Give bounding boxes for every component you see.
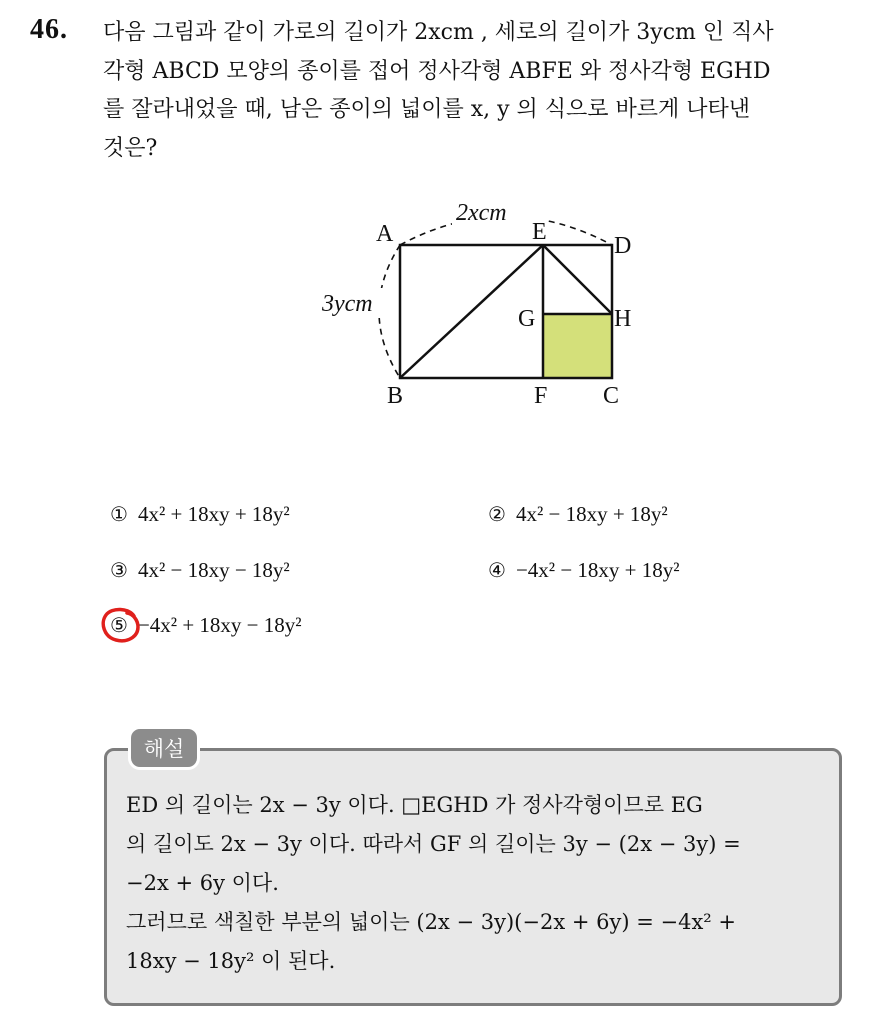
question-number: 46. xyxy=(30,14,68,45)
width-label: 2xcm xyxy=(456,200,507,226)
label-h: H xyxy=(614,306,632,332)
choice-expr: 4x² − 18xy + 18y² xyxy=(515,502,668,526)
solution-line: 18xy − 18y² 이 된다. xyxy=(126,949,336,973)
label-e: E xyxy=(532,219,547,245)
solution-line: −2x + 6y 이다. xyxy=(126,871,279,895)
segment-eh xyxy=(543,245,612,314)
question-line: 를 잘라내었을 때, 남은 종이의 넓이를 x, y 의 식으로 바르게 나타낸 xyxy=(103,97,751,122)
answer-circle-mark xyxy=(100,606,142,644)
choice-expr: 4x² − 18xy − 18y² xyxy=(137,558,290,582)
height-label: 3ycm xyxy=(322,291,373,317)
solution-text xyxy=(126,786,826,981)
choice-3[interactable] xyxy=(110,558,290,583)
choice-mark: ② xyxy=(488,502,506,526)
solution-line: 의 길이도 2x − 3y 이다. 따라서 GF 의 길이는 3y − (2x − 3y) = xyxy=(126,832,741,856)
label-d: D xyxy=(614,233,632,259)
choice-mark: ① xyxy=(110,502,128,526)
solution-tab: 해설 xyxy=(128,726,200,770)
choice-mark: ④ xyxy=(488,558,506,582)
label-b: B xyxy=(387,383,404,409)
question-line: 다음 그림과 같이 가로의 길이가 2xcm , 세로의 길이가 3ycm 인 직사 xyxy=(103,20,774,45)
question-line: 것은? xyxy=(103,135,158,161)
rectangle-figure xyxy=(300,190,660,420)
choice-1[interactable] xyxy=(110,502,290,527)
question-line: 각형 ABCD 모양의 종이를 접어 정사각형 ABFE 와 정사각형 EGHD xyxy=(103,58,771,84)
choice-4[interactable] xyxy=(488,558,680,583)
question-text xyxy=(103,14,863,168)
label-a: A xyxy=(376,221,394,247)
shaded-region xyxy=(543,314,612,378)
choice-mark: ③ xyxy=(110,558,128,582)
choice-2[interactable] xyxy=(488,502,668,527)
label-c: C xyxy=(603,383,620,409)
choice-expr: −4x² + 18xy − 18y² xyxy=(137,613,302,637)
choice-expr: 4x² + 18xy + 18y² xyxy=(137,502,290,526)
label-f: F xyxy=(534,383,548,409)
choice-mark: ⑤ xyxy=(110,613,128,637)
solution-line: ED 의 길이는 2x − 3y 이다. □EGHD 가 정사각형이므로 EG xyxy=(126,793,703,817)
choice-expr: −4x² − 18xy + 18y² xyxy=(515,558,680,582)
label-g: G xyxy=(518,306,536,332)
solution-line: 그러므로 색칠한 부분의 넓이는 (2x − 3y)(−2x + 6y) = −4x² + xyxy=(126,910,736,934)
